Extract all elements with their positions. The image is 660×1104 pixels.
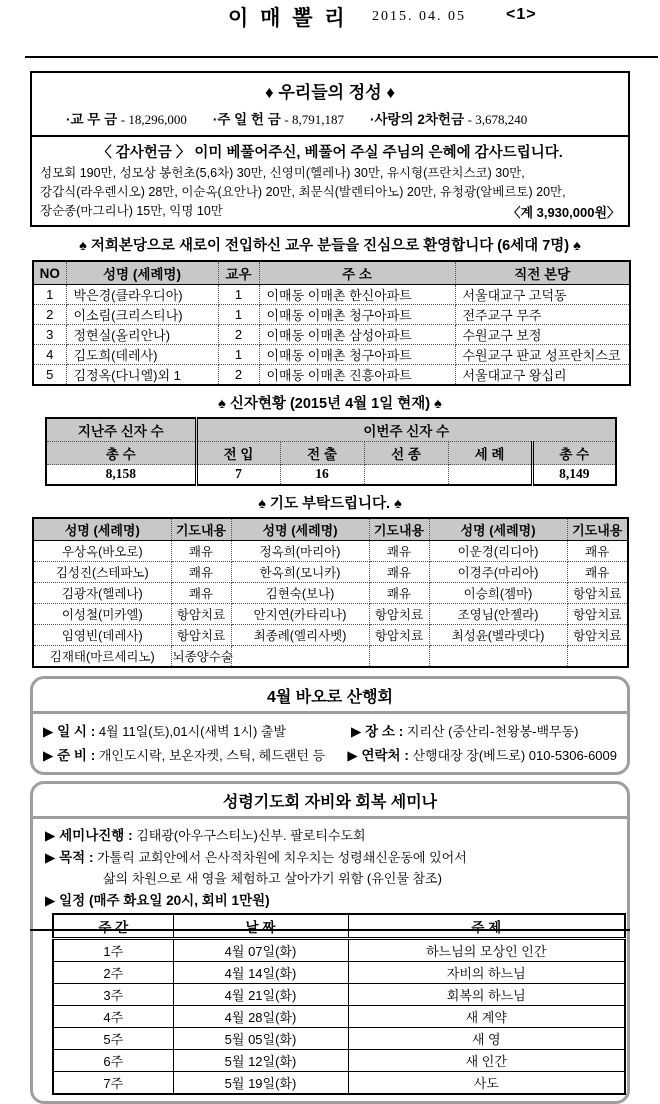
hiking-info-item (351, 720, 578, 740)
table-header-row (46, 418, 616, 442)
issue-date: 2015. 04. 05 (372, 9, 466, 24)
column-header: 주 제 (348, 914, 625, 939)
field-value: 가톨릭 교회안에서 은사적차원에 치우치는 성령쇄신운동에 있어서 (93, 849, 467, 865)
table-cell: 전주교구 무주 (455, 305, 630, 325)
table-cell: 박은경(클라우디아) (66, 285, 218, 305)
field-value: 산행대장 장(베드로) 010-5306-6009 (408, 747, 617, 763)
seminar-purpose-line (41, 845, 619, 867)
seminar-schedule-table (52, 913, 626, 1095)
table-cell: 정옥희(마리아) (231, 540, 369, 561)
column-header: 전 출 (280, 442, 364, 465)
seminar-purpose-line2: 삶의 차원으로 새 영을 체험하고 살아가기 위함 (유인물 참조) (103, 870, 442, 886)
column-header: NO (33, 261, 66, 285)
table-cell: 이성철(미카엘) (33, 603, 171, 624)
column-header: 세 례 (448, 442, 532, 465)
table-cell: 2 (218, 365, 259, 386)
table-cell: 4월 28일(화) (173, 1005, 348, 1027)
table-cell: 새 영 (348, 1027, 625, 1049)
table-row (33, 285, 630, 305)
table-cell: 4월 07일(화) (173, 938, 348, 961)
table-cell: 1주 (53, 938, 173, 961)
member-status-table (45, 417, 617, 486)
newcomers-table (32, 260, 631, 386)
table-header-row (46, 442, 616, 465)
table-cell: 항암치료 (567, 603, 628, 624)
column-header: 성명 (세례명) (33, 518, 171, 541)
offering-item-label: ·교 무 금 (66, 112, 118, 127)
footer-rule (30, 929, 630, 931)
hiking-box-body (33, 714, 627, 772)
table-row (33, 645, 628, 667)
table-row (53, 1027, 625, 1049)
field-label: ▶ 준 비 : (43, 747, 96, 763)
table-cell: 조영님(안젤라) (429, 603, 567, 624)
field-label: ▶ 연락처 : (347, 747, 409, 763)
table-cell: 4주 (53, 1005, 173, 1027)
table-row (53, 983, 625, 1005)
table-cell (429, 645, 567, 667)
table-row (53, 938, 625, 961)
table-cell: 2 (218, 325, 259, 345)
table-header-row (33, 518, 628, 541)
table-cell: 김도희(데레사) (66, 345, 218, 365)
table-cell: 새 계약 (348, 1005, 625, 1027)
table-cell: 2주 (53, 961, 173, 983)
table-row (33, 345, 630, 365)
table-cell: 4 (33, 345, 66, 365)
table-cell: 쾌유 (369, 561, 429, 582)
table-cell: 사도 (348, 1071, 625, 1094)
table-cell: 1 (218, 345, 259, 365)
table-cell: 한옥희(모니카) (231, 561, 369, 582)
table-cell: 김재태(마르세리노) (33, 645, 171, 667)
table-cell: 5 (33, 365, 66, 386)
table-cell: 3 (33, 325, 66, 345)
table-cell: 8,158 (46, 465, 196, 485)
table-cell (567, 645, 628, 667)
offering-item (213, 108, 344, 128)
table-cell: 4월 14일(화) (173, 961, 348, 983)
seminar-box-title: 성령기도회 자비와 회복 세미나 (33, 784, 627, 819)
table-cell: 이소림(크리스티나) (66, 305, 218, 325)
bulletin-title: 이 매 뽈 리 (228, 7, 348, 30)
column-header: 성명 (세례명) (66, 261, 218, 285)
table-header-row (53, 914, 625, 939)
table-row (33, 603, 628, 624)
offering-item (66, 108, 187, 128)
table-header-row (33, 261, 630, 285)
table-cell: 김현숙(보나) (231, 582, 369, 603)
table-cell: 김성진(스테파노) (33, 561, 171, 582)
table-cell: 3주 (53, 983, 173, 1005)
table-cell: 안지연(카타리나) (231, 603, 369, 624)
table-row (33, 325, 630, 345)
table-row (33, 624, 628, 645)
table-row (53, 1071, 625, 1094)
offering-item-value: - 3,678,240 (467, 112, 528, 127)
table-row (33, 365, 630, 386)
table-cell (364, 465, 448, 485)
table-cell: 새 인간 (348, 1049, 625, 1071)
column-header: 기도내용 (369, 518, 429, 541)
table-cell: 7 (196, 465, 280, 485)
column-header: 전 입 (196, 442, 280, 465)
table-row (33, 540, 628, 561)
table-cell: 최성윤(벨라뎃다) (429, 624, 567, 645)
column-header: 성명 (세례명) (231, 518, 369, 541)
table-cell: 쾌유 (369, 582, 429, 603)
table-cell: 쾌유 (171, 561, 231, 582)
table-cell: 항암치료 (369, 624, 429, 645)
table-cell: 8,149 (532, 465, 616, 485)
thanks-total: 〈계 3,930,000원〉 (507, 205, 620, 220)
column-header: 날 짜 (173, 914, 348, 939)
table-cell: 서울대교구 고덕동 (455, 285, 630, 305)
table-cell: 회복의 하느님 (348, 983, 625, 1005)
column-header: 교우 (218, 261, 259, 285)
table-cell: 수원교구 보정 (455, 325, 630, 345)
table-cell: 이운경(리디아) (429, 540, 567, 561)
table-cell: 쾌유 (171, 582, 231, 603)
field-label: ▶ 목적 : (45, 849, 94, 865)
table-row (33, 582, 628, 603)
table-cell: 임영빈(데레사) (33, 624, 171, 645)
table-cell (231, 645, 369, 667)
table-cell: 항암치료 (171, 603, 231, 624)
column-header: 이번주 신자 수 (196, 418, 616, 442)
hiking-info-item (347, 744, 617, 764)
masthead-rule (25, 56, 658, 58)
table-cell: 5월 05일(화) (173, 1027, 348, 1049)
table-cell: 16 (280, 465, 364, 485)
table-cell: 최종례(엘리사벳) (231, 624, 369, 645)
table-cell: 5주 (53, 1027, 173, 1049)
table-cell: 이매동 이매촌 진흥아파트 (259, 365, 455, 386)
prayer-section-title: ♠ 기도 부탁드립니다. ♠ (258, 495, 402, 512)
hiking-info-line (41, 718, 619, 742)
hiking-announcement-box (30, 676, 630, 775)
table-cell: 쾌유 (369, 540, 429, 561)
table-cell: 김정옥(다니엘)외 1 (66, 365, 218, 386)
seminar-host-line (41, 823, 619, 845)
thanks-donor-line: 성모회 190만, 성모상 봉헌초(5,6차) 30만, 신영미(헬레나) 30만, 유시형(프란치스코) 30만, (40, 166, 525, 180)
table-cell: 2 (33, 305, 66, 325)
seminar-announcement-box (30, 781, 630, 1104)
thanks-offering-title: 〈 감사헌금 〉 이미 베풀어주신, 베풀어 주실 주님의 은혜에 감사드립니다. (97, 145, 563, 161)
column-header: 직전 본당 (455, 261, 630, 285)
table-row (53, 1049, 625, 1071)
table-cell: 5월 12일(화) (173, 1049, 348, 1071)
table-cell: 이매동 이매촌 청구아파트 (259, 345, 455, 365)
offering-title: ♦ 우리들의 정성 ♦ (264, 83, 396, 102)
table-row (53, 1005, 625, 1027)
offering-box (30, 71, 630, 227)
field-value: 개인도시락, 보온자켓, 스틱, 헤드랜턴 등 (95, 747, 326, 763)
table-cell: 1 (33, 285, 66, 305)
table-cell: 4월 21일(화) (173, 983, 348, 1005)
column-header: 총 수 (532, 442, 616, 465)
table-cell: 7주 (53, 1071, 173, 1094)
table-cell: 쾌유 (567, 540, 628, 561)
offering-item-value: - 18,296,000 (120, 112, 187, 127)
offering-item-label: ·사랑의 2차헌금 (369, 112, 464, 127)
table-row (53, 961, 625, 983)
table-cell: 6주 (53, 1049, 173, 1071)
table-row (33, 561, 628, 582)
table-cell: 항암치료 (369, 603, 429, 624)
column-header: 선 종 (364, 442, 448, 465)
offering-amounts (32, 105, 628, 137)
table-cell: 이매동 이매촌 삼성아파트 (259, 325, 455, 345)
table-cell: 뇌종양수술 (171, 645, 231, 667)
column-header: 주 소 (259, 261, 455, 285)
column-header: 총 수 (46, 442, 196, 465)
table-cell: 항암치료 (567, 624, 628, 645)
column-header: 기도내용 (171, 518, 231, 541)
table-cell: 서울대교구 왕십리 (455, 365, 630, 386)
table-cell: 5월 19일(화) (173, 1071, 348, 1094)
table-row (33, 305, 630, 325)
table-cell: 이매동 이매촌 청구아파트 (259, 305, 455, 325)
field-value: 지리산 (중산리-천왕봉-백무동) (403, 723, 579, 739)
field-label: ▶ 일 시 : (43, 723, 96, 739)
thanks-donor-line (32, 202, 628, 225)
table-cell: 이승희(젬마) (429, 582, 567, 603)
table-cell: 1 (218, 285, 259, 305)
field-label: ▶ 세미나진행 : (45, 827, 133, 843)
offering-item-value: - 8,791,187 (284, 112, 344, 127)
field-label: ▶ 장 소 : (351, 723, 404, 739)
welcome-line: ♠ 저희본당으로 새로이 전입하신 교우 분들을 진심으로 환영합니다 (6세대 7명) ♠ (79, 238, 581, 254)
table-row (46, 465, 616, 485)
column-header: 기도내용 (567, 518, 628, 541)
hiking-info-item (43, 720, 351, 740)
seminar-schedule-label: ▶ 일정 (매주 화요일 20시, 회비 1만원) (45, 892, 270, 908)
table-cell: 항암치료 (171, 624, 231, 645)
column-header: 지난주 신자 수 (46, 418, 196, 442)
table-cell: 이경주(마리아) (429, 561, 567, 582)
table-cell (369, 645, 429, 667)
thanks-donor-text: 장순종(마그리나) 15만, 익명 10만 (40, 204, 223, 218)
hiking-info-item (43, 744, 347, 764)
prayer-table (32, 517, 629, 668)
table-cell: 이매동 이매촌 한신아파트 (259, 285, 455, 305)
masthead (0, 0, 660, 28)
offering-item (370, 108, 527, 128)
table-cell: 우상옥(바오로) (33, 540, 171, 561)
hiking-info-line (41, 742, 619, 766)
page-number: <1> (506, 6, 537, 23)
table-cell: 쾌유 (567, 561, 628, 582)
table-cell: 수원교구 판교 성프란치스코 (455, 345, 630, 365)
status-section-title: ♠ 신자현황 (2015년 4월 1일 현재) ♠ (218, 396, 442, 412)
field-value: 4월 11일(토),01시(새벽 1시) 출발 (95, 723, 287, 739)
table-cell: 하느님의 모상인 인간 (348, 938, 625, 961)
column-header: 주 간 (53, 914, 173, 939)
table-cell: 김광자(헬레나) (33, 582, 171, 603)
table-cell: 자비의 하느님 (348, 961, 625, 983)
thanks-donor-line: 강갑식(라우렌시오) 28만, 이순옥(요안나) 20만, 최문식(발렌티아노) 20만, 유청광(알베르토) 20만, (40, 185, 566, 199)
table-cell: 쾌유 (171, 540, 231, 561)
offering-item-label: ·주 일 헌 금 (212, 112, 281, 127)
column-header: 성명 (세례명) (429, 518, 567, 541)
table-cell (448, 465, 532, 485)
table-cell: 항암치료 (567, 582, 628, 603)
field-value: 김태광(아우구스티노)신부. 팔로티수도회 (132, 827, 366, 843)
table-cell: 1 (218, 305, 259, 325)
table-cell: 정현실(올리안나) (66, 325, 218, 345)
seminar-box-body (33, 819, 627, 1101)
hiking-box-title: 4월 바오로 산행회 (33, 679, 627, 714)
